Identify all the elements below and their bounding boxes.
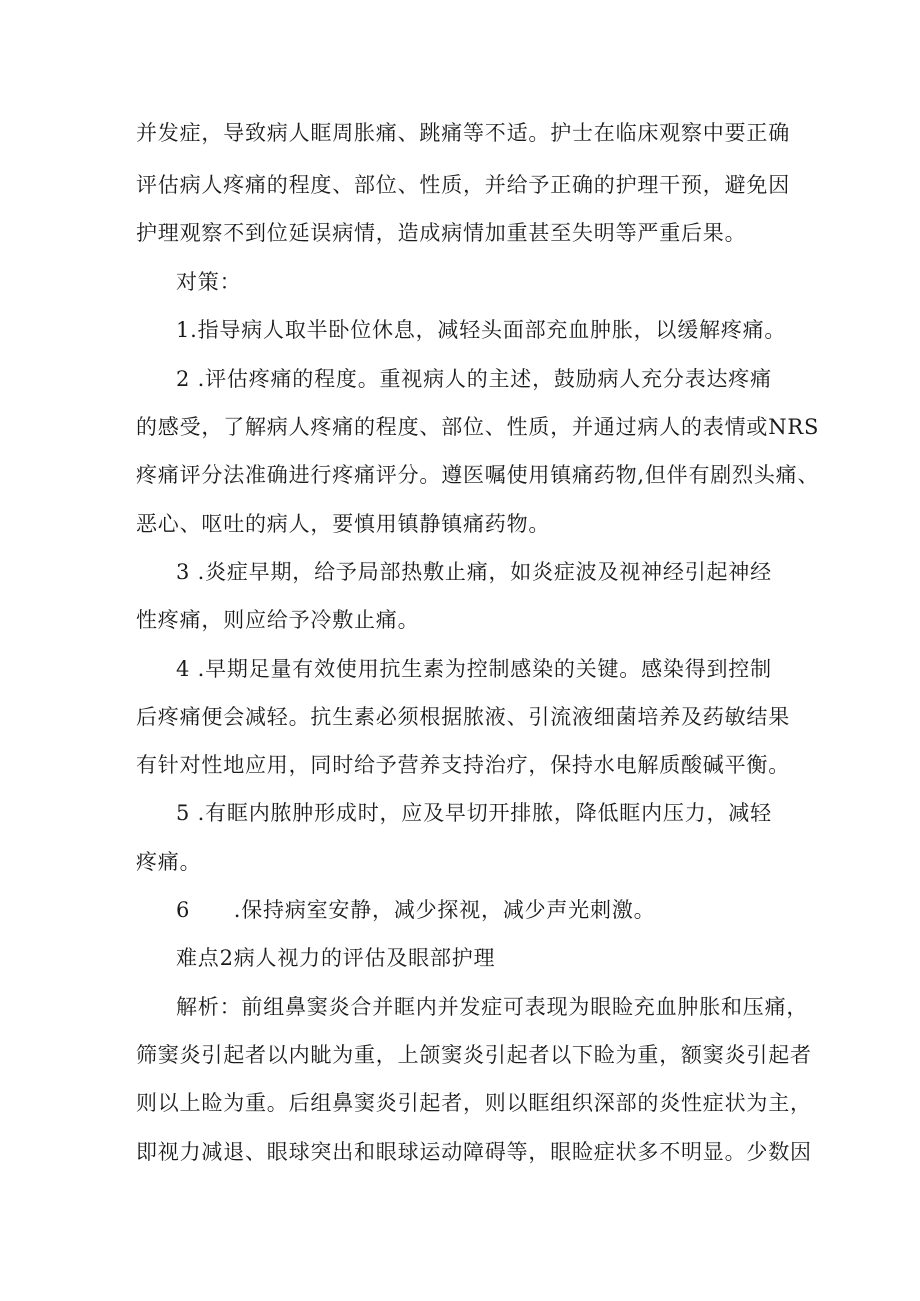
list-item: 3 .炎症早期，给予局部热敷止痛，如炎症波及视神经引起神经 <box>176 560 772 584</box>
text-line: 的感受，了解病人疼痛的程度、部位、性质，并通过病人的表情或NRS <box>136 415 820 439</box>
list-item: 1.指导病人取半卧位休息，减轻头面部充血肿胀，以缓解疼痛。 <box>176 318 787 342</box>
text-line: 并发症，导致病人眶周胀痛、跳痛等不适。护士在临床观察中要正确 <box>136 121 790 145</box>
text-line: 即视力减退、眼球突出和眼球运动障碍等，眼睑症状多不明显。少数因 <box>136 1140 812 1164</box>
text-line: 后疼痛便会减轻。抗生素必须根据脓液、引流液细菌培养及药敏结果 <box>136 705 790 729</box>
list-item: 4 .早期足量有效使用抗生素为控制感染的关键。感染得到控制 <box>176 657 772 681</box>
list-item: 6 .保持病室安静，减少探视，减少声光刺激。 <box>176 898 656 922</box>
section-label: 对策： <box>176 270 242 294</box>
text-line: 护理观察不到位延误病情，造成病情加重甚至失明等严重后果。 <box>136 221 747 245</box>
text-line: 有针对性地应用，同时给予营养支持治疗，保持水电解质酸碱平衡。 <box>136 753 790 777</box>
list-item: 2 .评估疼痛的程度。重视病人的主述，鼓励病人充分表达疼痛 <box>176 367 772 391</box>
text-line: 则以上睑为重。后组鼻窦炎引起者，则以眶组织深部的炎性症状为主， <box>136 1091 812 1115</box>
text-line: 恶心、呕吐的病人，要慎用镇静镇痛药物。 <box>136 512 551 536</box>
text-line: 筛窦炎引起者以内眦为重，上颌窦炎引起者以下睑为重，额窦炎引起者 <box>136 1043 812 1067</box>
list-item: 5 .有眶内脓肿形成时，应及早切开排脓，降低眶内压力，减轻 <box>176 801 772 825</box>
text-line: 评估病人疼痛的程度、部位、性质，并给予正确的护理干预，避免因 <box>136 173 790 197</box>
text-line: 性疼痛，则应给予冷敷止痛。 <box>136 608 420 632</box>
text-line: 解析：前组鼻窦炎合并眶内并发症可表现为眼睑充血肿胀和压痛， <box>176 995 809 1019</box>
text-line: 疼痛评分法准确进行疼痛评分。遵医嘱使用镇痛药物,但伴有剧烈头痛、 <box>136 463 820 487</box>
section-heading: 难点2病人视力的评估及眼部护理 <box>176 946 496 970</box>
text-line: 疼痛。 <box>136 850 202 874</box>
